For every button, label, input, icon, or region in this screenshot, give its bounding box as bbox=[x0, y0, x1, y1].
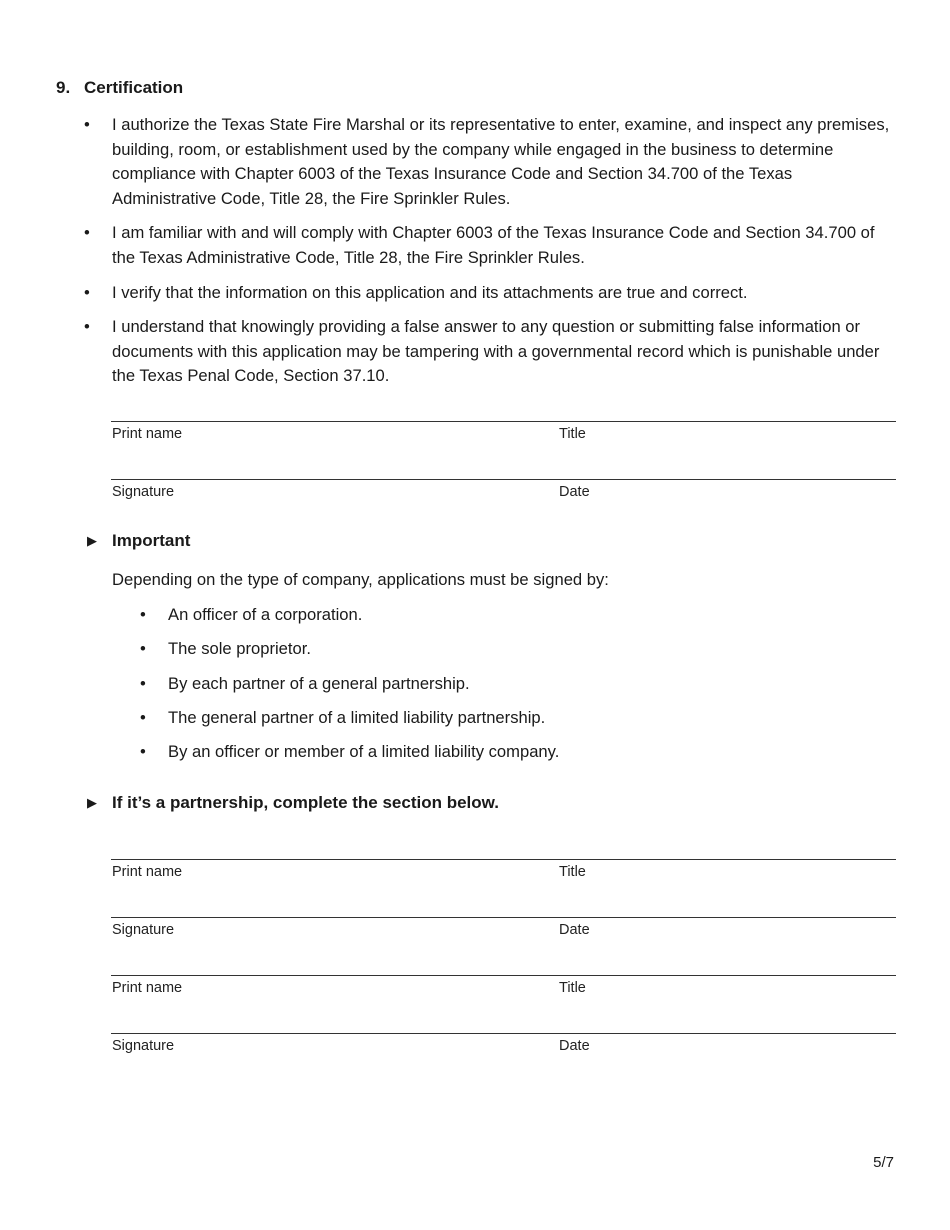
date-label: Date bbox=[559, 484, 590, 500]
partnership-heading-text: If it’s a partnership, complete the section below. bbox=[112, 793, 499, 812]
bullet-icon: • bbox=[140, 639, 146, 659]
signer-text: The sole proprietor. bbox=[168, 639, 311, 659]
bullet-icon: • bbox=[84, 223, 90, 243]
signature-label: Signature bbox=[112, 1038, 175, 1054]
print-name-label: Print name bbox=[112, 980, 183, 996]
triangle-right-icon: ▶ bbox=[87, 533, 97, 548]
certification-list bbox=[84, 113, 894, 399]
certification-item bbox=[84, 315, 894, 389]
title-label: Title bbox=[559, 426, 586, 442]
certification-text: I authorize the Texas State Fire Marshal or its representative to enter, examine, and inspect any premises, building, room, or establishment used by the company while engaged in the business to determine compliance with Chapter 6003 of the Texas Insurance Code and Section 34.700 of the Texas Administrative Code, Title 28, the Fire Sprinkler Rules. bbox=[112, 115, 890, 208]
signer-item bbox=[140, 672, 559, 706]
section-title: Certification bbox=[84, 78, 184, 97]
signer-list bbox=[140, 603, 559, 774]
page-number: 5/7 bbox=[873, 1154, 894, 1171]
important-heading bbox=[87, 531, 190, 551]
signature-row[interactable] bbox=[111, 917, 896, 975]
signature-block bbox=[111, 421, 896, 537]
section-heading bbox=[56, 78, 183, 98]
bullet-icon: • bbox=[140, 742, 146, 762]
signer-item bbox=[140, 740, 559, 774]
print-name-label: Print name bbox=[112, 864, 183, 880]
signature-label: Signature bbox=[112, 484, 175, 500]
partnership-signature-block bbox=[111, 859, 896, 1091]
bullet-icon: • bbox=[140, 673, 146, 693]
print-name-row[interactable] bbox=[111, 975, 896, 1033]
bullet-icon: • bbox=[140, 605, 146, 624]
print-name-row[interactable] bbox=[111, 421, 896, 479]
certification-text: I am familiar with and will comply with Chapter 6003 of the Texas Insurance Code and Section 34.700 of the Texas Administrative Code, Title 28, the Fire Sprinkler Rules. bbox=[112, 223, 875, 267]
signer-item bbox=[140, 603, 559, 637]
certification-item bbox=[84, 113, 894, 211]
signature-row[interactable] bbox=[111, 479, 896, 537]
signer-item bbox=[140, 637, 559, 671]
certification-item bbox=[84, 221, 894, 270]
partnership-heading bbox=[87, 793, 499, 813]
title-label: Title bbox=[559, 864, 586, 880]
section-number: 9. bbox=[56, 78, 71, 97]
signature-label: Signature bbox=[112, 922, 175, 938]
signer-item bbox=[140, 706, 559, 740]
signer-text: An officer of a corporation. bbox=[168, 605, 363, 624]
important-heading-text: Important bbox=[112, 531, 191, 550]
print-name-row[interactable] bbox=[111, 859, 896, 917]
bullet-icon: • bbox=[140, 707, 146, 727]
triangle-right-icon: ▶ bbox=[87, 795, 97, 810]
title-label: Title bbox=[559, 980, 586, 996]
bullet-icon: • bbox=[84, 115, 90, 134]
signature-row[interactable] bbox=[111, 1033, 896, 1091]
date-label: Date bbox=[559, 1038, 590, 1054]
bullet-icon: • bbox=[84, 317, 90, 337]
signer-text: By each partner of a general partnership. bbox=[168, 673, 470, 693]
signer-text: The general partner of a limited liability partnership. bbox=[168, 707, 546, 727]
certification-text: I verify that the information on this application and its attachments are true and correct. bbox=[112, 282, 748, 302]
certification-text: I understand that knowingly providing a false answer to any question or submitting false information or documents with this application may be tampering with a governmental record which is punishable under the Texas Penal Code, Section 37.10. bbox=[112, 317, 880, 386]
bullet-icon: • bbox=[84, 282, 90, 302]
date-label: Date bbox=[559, 922, 590, 938]
certification-item bbox=[84, 281, 894, 306]
important-intro: Depending on the type of company, applications must be signed by: bbox=[112, 570, 609, 589]
signer-text: By an officer or member of a limited liability company. bbox=[168, 742, 560, 762]
print-name-label: Print name bbox=[112, 426, 183, 442]
